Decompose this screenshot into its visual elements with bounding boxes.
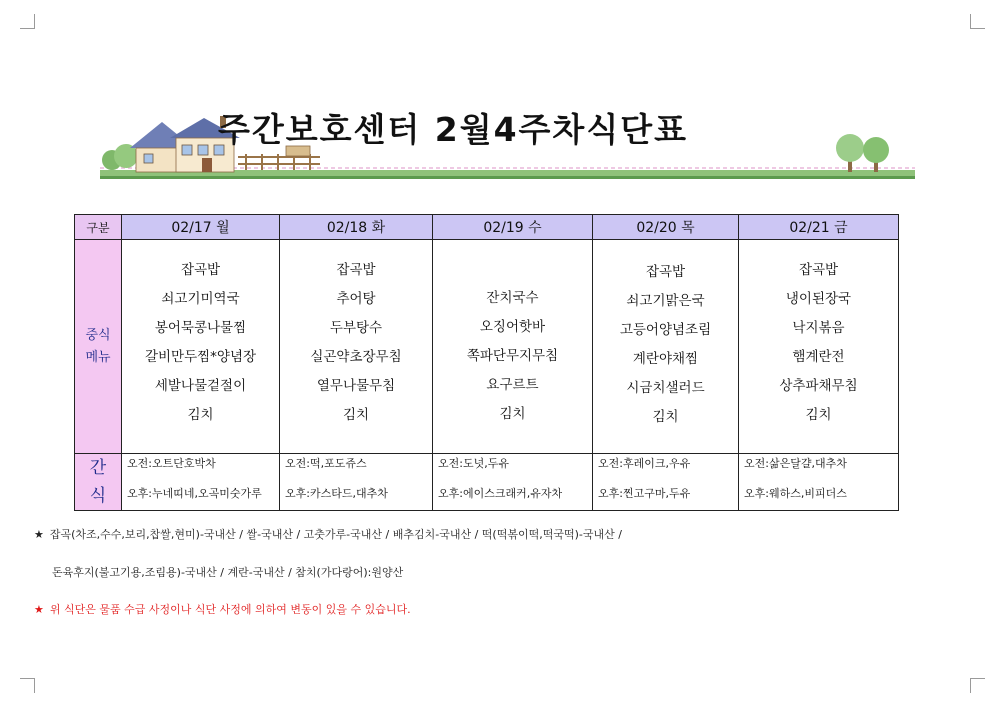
snack-pm: 오후:카스타드,대추차 <box>285 487 388 500</box>
menu-item: 김치 <box>499 406 526 422</box>
menu-item: 잡곡밥 <box>798 262 839 278</box>
snack-cell-wed <box>433 454 593 511</box>
menu-item: 실곤약초장무침 <box>310 349 402 365</box>
snack-cell-tue <box>280 454 433 511</box>
snack-cell-thu <box>593 454 739 511</box>
menu-item: 쪽파단무지무침 <box>466 348 559 364</box>
menu-item: 잡곡밥 <box>645 264 686 280</box>
menu-item: 냉이된장국 <box>785 291 852 307</box>
menu-item: 시금치샐러드 <box>626 380 705 396</box>
lunch-cell-fri <box>739 240 899 454</box>
snack-am: 오전:오트단호박차 <box>127 457 216 470</box>
lunch-row <box>75 240 899 454</box>
weekly-menu-table <box>74 214 899 511</box>
crop-mark-bottom-left <box>20 678 35 693</box>
snack-label-text: 간 식 <box>89 458 107 506</box>
table-header-row <box>75 215 899 240</box>
origin-note-text: 돈육후지(불고기용,조림용)-국내산 / 계란-국내산 / 참치(가다랑어):원양산 <box>52 566 404 579</box>
snack-am: 오전:삶은달걀,대추차 <box>744 457 847 470</box>
menu-item: 쇠고기미역국 <box>161 291 240 307</box>
menu-item: 잔치국수 <box>486 290 539 306</box>
origin-note-line-2 <box>52 564 403 580</box>
menu-item: 쇠고기맑은국 <box>626 293 705 309</box>
menu-item: 계란야채찜 <box>632 351 699 367</box>
lunch-cell-thu <box>593 240 739 454</box>
day-header: 02/21 금 <box>739 215 899 240</box>
tree-icon <box>836 134 889 172</box>
lunch-cell-wed <box>433 240 593 454</box>
star-icon: ★ <box>34 603 44 616</box>
snack-pm: 오후:에이스크래커,유자차 <box>438 487 563 500</box>
menu-item: 상추파채무침 <box>779 378 858 394</box>
snack-row <box>75 454 899 511</box>
menu-item: 두부탕수 <box>329 320 383 336</box>
snack-pm: 오후:찐고구마,두유 <box>598 487 691 500</box>
lunch-cell-tue <box>280 240 433 454</box>
page-title: 주간보호센터 2월4주차식단표 <box>218 110 688 149</box>
crop-mark-top-left <box>20 14 35 29</box>
menu-item: 요구르트 <box>486 377 539 393</box>
crop-mark-top-right <box>970 14 985 29</box>
menu-item: 김치 <box>342 407 370 423</box>
snack-am: 오전:후레이크,우유 <box>598 457 691 470</box>
snack-am: 오전:도넛,두유 <box>438 457 509 470</box>
day-header: 02/20 목 <box>593 215 739 240</box>
corner-label: 구분 <box>75 215 122 240</box>
snack-cell-fri <box>739 454 899 511</box>
star-icon: ★ <box>34 528 44 541</box>
snack-pm: 오후:누네띠네,오곡미숫가루 <box>127 487 262 500</box>
lunch-label <box>75 240 122 454</box>
day-header: 02/17 월 <box>122 215 280 240</box>
day-header: 02/18 화 <box>280 215 433 240</box>
change-notice-text: 위 식단은 물품 수급 사정이나 식단 사정에 의하여 변동이 있을 수 있습니다. <box>49 603 411 616</box>
lunch-cell-mon <box>122 240 280 454</box>
day-header: 02/19 수 <box>433 215 593 240</box>
menu-item: 낙지볶음 <box>792 320 845 336</box>
menu-item: 햄계란전 <box>792 349 845 365</box>
menu-item: 김치 <box>187 407 214 423</box>
origin-note-line-1 <box>34 526 622 542</box>
change-notice <box>34 601 411 617</box>
snack-pm: 오후:웨하스,비피더스 <box>744 487 847 500</box>
snack-label <box>75 454 122 511</box>
menu-item: 오징어핫바 <box>479 319 546 335</box>
menu-item: 갈비만두찜*양념장 <box>144 349 257 365</box>
origin-note-text: 잡곡(차조,수수,보리,찹쌀,현미)-국내산 / 쌀-국내산 / 고춧가루-국내산 / 배추김치-국내산 / 떡(떡볶이떡,떡국떡)-국내산 / <box>49 528 622 541</box>
crop-mark-bottom-right <box>970 678 985 693</box>
snack-am: 오전:떡,포도쥬스 <box>285 457 367 470</box>
menu-item: 김치 <box>652 409 679 425</box>
menu-item: 고등어양념조림 <box>619 322 712 338</box>
menu-item: 세발나물겉절이 <box>154 378 247 394</box>
menu-item: 김치 <box>805 407 832 423</box>
menu-item: 잡곡밥 <box>180 262 221 278</box>
menu-item: 추어탕 <box>336 291 376 307</box>
snack-cell-mon <box>122 454 280 511</box>
menu-item: 잡곡밥 <box>336 262 376 278</box>
menu-item: 열무나물무침 <box>316 378 396 394</box>
menu-item: 봉어묵콩나물찜 <box>154 320 247 336</box>
lunch-label-text: 중식 메뉴 <box>85 327 111 365</box>
